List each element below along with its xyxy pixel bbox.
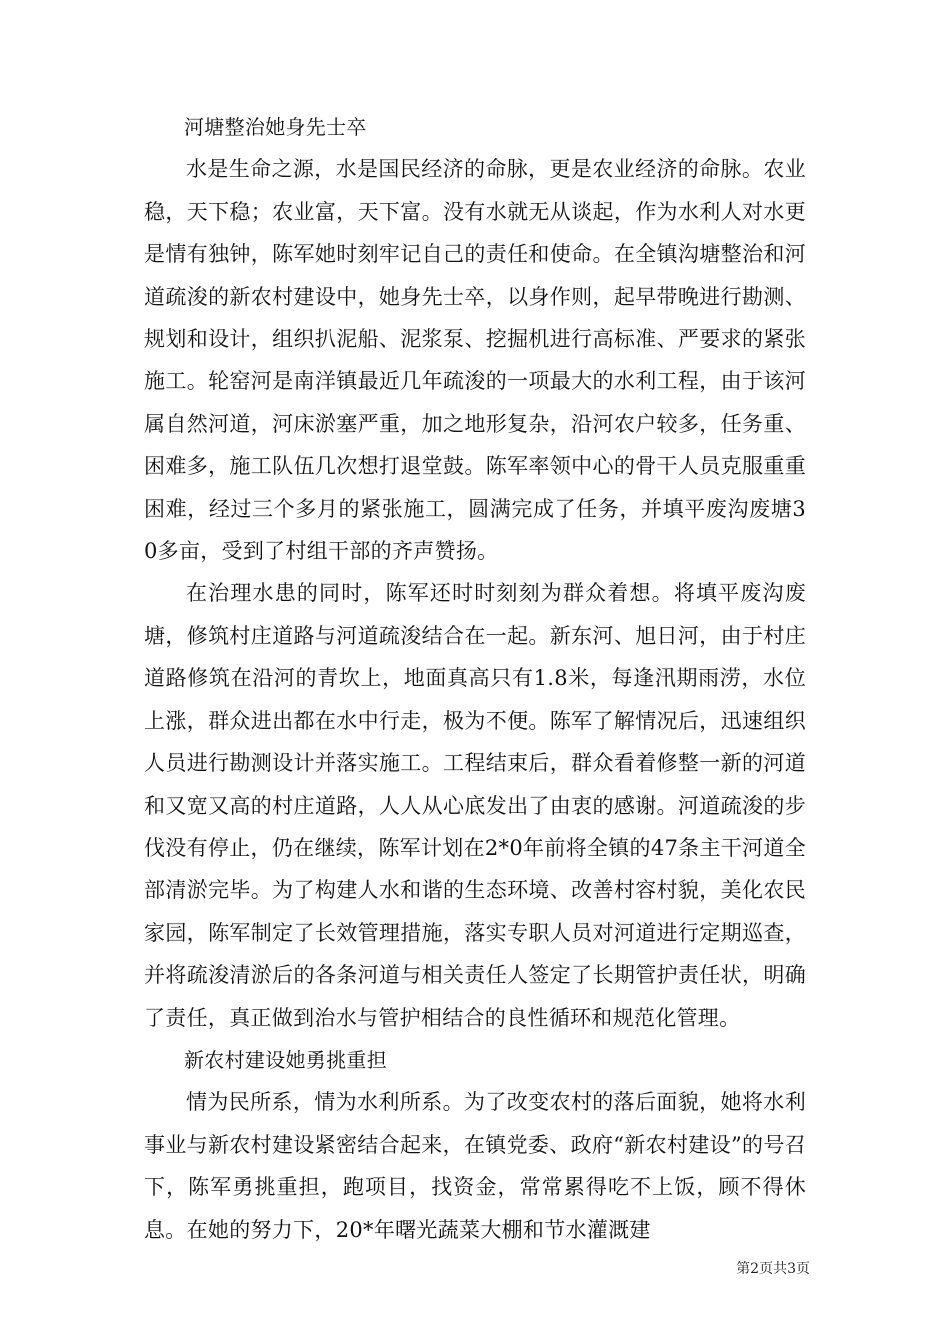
paragraph-countryside-construction: 情为民所系，情为水利所系。为了改变农村的落后面貌，她将水利事业与新农村建设紧密结合起来，在镇党委、政府“新农村建设”的号召下，陈军勇挑重担，跑项目，找资金，常常累得吃不上饭，顾不得休息。在她的努力下，20*年曙光蔬菜大棚和节水灌溉建 bbox=[144, 1090, 806, 1242]
page-number-footer: 第2页共3页 bbox=[736, 1261, 810, 1277]
section-heading-new-countryside: 新农村建设她勇挑重担 bbox=[184, 1047, 387, 1072]
paragraph-water-importance: 水是生命之源，水是国民经济的命脉，更是农业经济的命脉。农业稳，天下稳；农业富，天下富。没有水就无从谈起，作为水利人对水更是情有独钟，陈军她时刻牢记自己的责任和使命。在全镇沟塘整治和河道疏浚的新农村建设中，她身先士卒，以身作则，起早带晚进行勘测、规划和设计，组织扒泥船、泥浆泵、挖掘机进行高标准、严要求的紧张施工。轮窑河是南洋镇最近几年疏浚的一项最大的水利工程，由于该河属自然河道，河床淤塞严重，加之地形复杂，沿河农户较多，任务重、困难多，施工队伍几次想打退堂鼓。陈军率领中心的骨干人员克服重重困难，经过三个多月的紧张施工，圆满完成了任务，并填平废沟废塘30多亩，受到了村组干部的齐声赞扬。 bbox=[144, 157, 806, 564]
section-heading-river-pond: 河塘整治她身先士卒 bbox=[184, 115, 367, 139]
paragraph-flood-control: 在治理水患的同时，陈军还时时刻刻为群众着想。将填平废沟废塘，修筑村庄道路与河道疏浚结合在一起。新东河、旭日河，由于村庄道路修筑在沿河的青坎上，地面真高只有1.8米，每逢汛期雨涝，水位上涨，群众进出都在水中行走，极为不便。陈军了解情况后，迅速组织人员进行勘测设计并落实施工。工程结束后，群众看着修整一新的河道和又宽又高的村庄道路，人人从心底发出了由衷的感谢。河道疏浚的步伐没有停止，仍在继续，陈军计划在2*0年前将全镇的47条主干河道全部清淤完毕。为了构建人水和谐的生态环境、改善村容村貌，美化农民家园，陈军制定了长效管理措施，落实专职人员对河道进行定期巡查，并将疏浚清淤后的各条河道与相关责任人签定了长期管护责任状，明确了责任，真正做到治水与管护相结合的良性循环和规范化管理。 bbox=[144, 581, 806, 1030]
document-body bbox=[144, 106, 806, 1251]
